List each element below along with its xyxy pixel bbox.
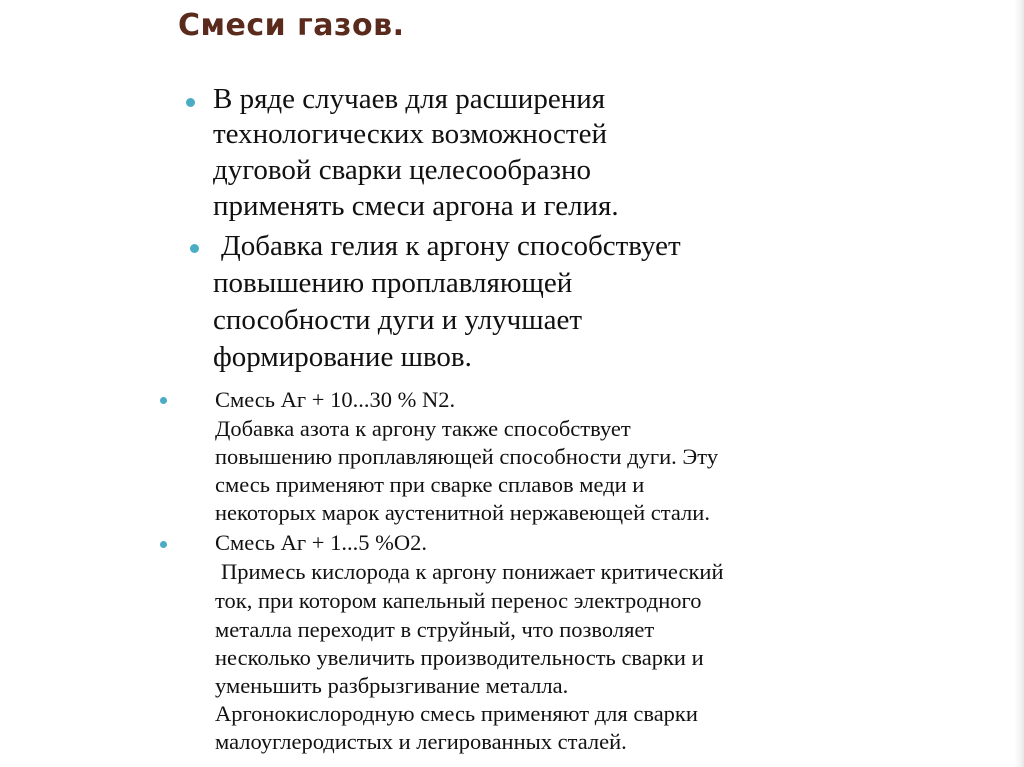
bullet-dot-icon (160, 397, 167, 404)
bullet-dot-icon (160, 541, 167, 548)
bullet-dot-icon (190, 244, 199, 253)
bullet-line: уменьшить разбрызгивание металла. (215, 673, 569, 698)
bullet-line: применять смеси аргона и гелия. (213, 190, 619, 222)
bullet-line: Смесь Аг + 1...5 %О2. (215, 530, 427, 555)
bullet-line: Примесь кислорода к аргону понижает критический (221, 559, 724, 584)
bullet-line: некоторых марок аустенитной нержавеющей стали. (215, 500, 710, 525)
bullet-line: несколько увеличить производительность сварки и (215, 645, 704, 670)
slide-title: Смеси газов. (178, 8, 405, 43)
bullet-line: Добавка гелия к аргону способствует (221, 230, 681, 262)
bullet-line: смесь применяют при сварке сплавов меди и (215, 472, 645, 497)
bullet-line: Аргонокислородную смесь применяют для сварки (215, 701, 698, 726)
bullet-line: Смесь Аг + 10...30 % N2. (215, 387, 456, 412)
bullet-line: В ряде случаев для расширения (213, 83, 606, 115)
bullet-line: повышению проплавляющей способности дуги. Эту (215, 444, 719, 469)
bullet-line: дуговой сварки целесообразно (213, 154, 592, 186)
bullet-line: металла переходит в струйный, что позволяет (215, 617, 655, 642)
bullet-line: ток, при котором капельный перенос электродного (215, 588, 702, 613)
bullet-line: технологических возможностей (213, 118, 607, 150)
slide-edge-shadow (1014, 0, 1024, 767)
bullet-line: малоуглеродистых и легированных сталей. (215, 729, 627, 754)
bullet-line: Добавка азота к аргону также способствует (215, 416, 631, 441)
bullet-line: формирование швов. (213, 341, 472, 373)
bullet-line: способности дуги и улучшает (213, 304, 583, 336)
bullet-dot-icon (186, 98, 195, 107)
bullet-line: повышению проплавляющей (213, 267, 573, 299)
